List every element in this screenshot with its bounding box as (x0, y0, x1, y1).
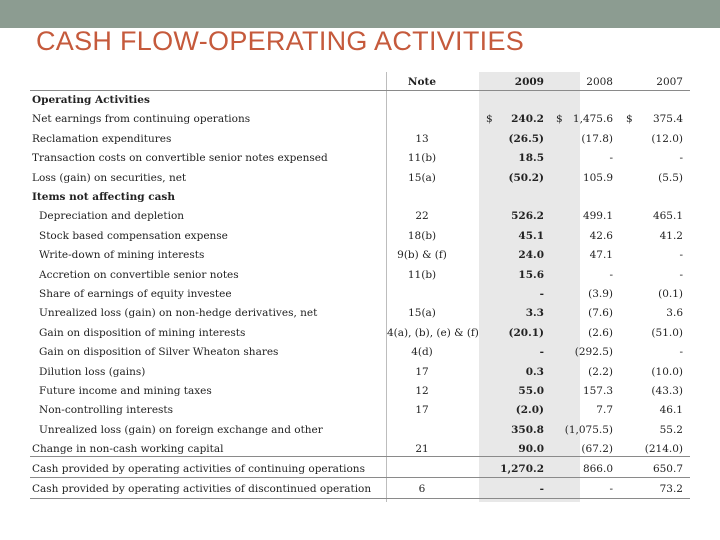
value-2007: (0.1) (658, 288, 683, 300)
value-2008: 42.6 (589, 229, 613, 242)
dollar-sign-2007: $ (626, 113, 633, 126)
value-2008: 157.3 (582, 385, 613, 397)
table-row (30, 228, 690, 247)
row-label: Net earnings from continuing operations (32, 113, 251, 126)
slide-top-bar (0, 0, 720, 28)
value-2008: 866.0 (582, 463, 613, 475)
cash-flow-table (30, 72, 690, 502)
value-2009: 0.3 (525, 365, 544, 378)
value-2008: 1,475.6 (572, 113, 613, 126)
row-label: Non-controlling interests (39, 404, 174, 417)
value-2007: (51.0) (651, 326, 683, 339)
value-2007: - (679, 249, 683, 262)
value-2009: 90.0 (518, 443, 544, 456)
value-2008: (2.2) (588, 365, 613, 378)
header-2008: 2008 (586, 76, 613, 88)
table-row (30, 131, 690, 150)
row-note: 6 (418, 483, 426, 495)
value-2009: 350.8 (511, 423, 544, 436)
value-2007: (43.3) (651, 385, 683, 397)
value-2007: (10.0) (651, 365, 683, 378)
table-row (30, 170, 690, 189)
table-row (30, 325, 690, 344)
value-2007: 650.7 (652, 463, 683, 475)
value-2009: - (539, 288, 544, 300)
table-row (30, 383, 690, 402)
row-note: 9(b) & (f) (397, 249, 447, 262)
row-note: 21 (415, 443, 429, 456)
slide-title: CASH FLOW-OPERATING ACTIVITIES (36, 26, 525, 56)
value-2009: 3.3 (525, 307, 544, 320)
row-label: Cash provided by operating activities of continuing operations (32, 463, 365, 475)
row-label: Reclamation expenditures (32, 132, 172, 145)
row-note: 4(a), (b), (e) & (f) (387, 326, 479, 339)
table-row (30, 208, 690, 227)
row-note: 22 (415, 210, 429, 223)
value-2007: - (679, 268, 683, 281)
dollar-sign-2008: $ (556, 113, 563, 126)
value-2008: - (609, 152, 613, 165)
value-2007: 375.4 (652, 113, 683, 126)
value-2008: (2.6) (588, 326, 613, 339)
table-row (30, 150, 690, 169)
value-2007: - (679, 152, 683, 165)
value-2007: 3.6 (666, 307, 683, 320)
header-2007: 2007 (656, 76, 683, 88)
value-2007: 73.2 (659, 483, 683, 495)
header-note: Note (407, 76, 437, 88)
row-label: Unrealized loss (gain) on foreign exchange and other (39, 423, 323, 436)
value-2009: 240.2 (511, 113, 544, 126)
value-2008: 499.1 (582, 210, 613, 223)
row-label: Accretion on convertible senior notes (39, 268, 239, 281)
value-2007: 55.2 (659, 423, 683, 436)
row-label: Transaction costs on convertible senior notes expensed (32, 152, 328, 165)
value-2009: (2.0) (515, 404, 544, 417)
row-note: 17 (415, 365, 429, 378)
value-2009: (26.5) (508, 132, 544, 145)
value-2009: 24.0 (518, 249, 544, 262)
header-rule (30, 90, 690, 91)
row-note: 15(a) (408, 171, 436, 184)
value-2009: 1,270.2 (500, 463, 544, 475)
value-2009: 18.5 (518, 152, 544, 165)
subtotal-rule (30, 456, 690, 457)
row-note: 4(d) (411, 346, 433, 359)
table-row (30, 247, 690, 266)
row-note: 11(b) (407, 152, 437, 165)
row-note: 15(a) (408, 307, 436, 320)
value-2009: 15.6 (518, 268, 544, 281)
value-2008: (17.8) (581, 132, 613, 145)
row-label: Write-down of mining interests (39, 249, 205, 262)
value-2009: - (539, 346, 544, 359)
value-2008: 7.7 (596, 404, 613, 417)
value-2008: 47.1 (589, 249, 613, 262)
table-row (30, 422, 690, 441)
row-label: Gain on disposition of mining interests (39, 326, 246, 339)
value-2009: - (539, 483, 544, 495)
value-2007: 46.1 (659, 404, 683, 417)
value-2008: (3.9) (588, 288, 613, 300)
row-label: Operating Activities (32, 94, 150, 106)
table-row (30, 286, 690, 305)
value-2008: (292.5) (574, 346, 613, 359)
row-label: Depreciation and depletion (39, 210, 185, 223)
value-2008: - (609, 268, 613, 281)
value-2009: 45.1 (518, 229, 544, 242)
value-2007: 465.1 (652, 210, 683, 223)
value-2008: (67.2) (581, 443, 613, 456)
row-note: 11(b) (407, 268, 437, 281)
value-2008: - (609, 483, 613, 495)
value-2009: 526.2 (511, 210, 544, 223)
table-row (30, 92, 690, 111)
row-note: 13 (415, 132, 429, 145)
dollar-sign-2009: $ (486, 113, 493, 126)
row-label: Unrealized loss (gain) on non-hedge derivatives, net (39, 307, 318, 320)
table-row (30, 267, 690, 286)
row-label: Dilution loss (gains) (39, 365, 146, 378)
value-2008: (7.6) (588, 307, 613, 320)
table-row (30, 364, 690, 383)
value-2009: (20.1) (508, 326, 544, 339)
row-note: 18(b) (407, 229, 437, 242)
row-label: Gain on disposition of Silver Wheaton shares (39, 346, 279, 359)
table-row (30, 111, 690, 130)
row-label: Stock based compensation expense (39, 229, 228, 242)
value-2009: 55.0 (518, 385, 544, 397)
row-note: 12 (415, 385, 429, 397)
table-row (30, 305, 690, 324)
row-label: Items not affecting cash (32, 191, 175, 203)
table-row (30, 441, 690, 460)
value-2007: (12.0) (651, 132, 683, 145)
value-2008: 105.9 (582, 171, 613, 184)
row-label: Share of earnings of equity investee (39, 288, 232, 300)
value-2007: (5.5) (658, 171, 683, 184)
row-label: Cash provided by operating activities of discontinued operation (32, 483, 372, 495)
table-bottom-rule (30, 498, 690, 499)
row-label: Future income and mining taxes (39, 385, 212, 397)
value-2009: (50.2) (508, 171, 544, 184)
table-row (30, 402, 690, 421)
value-2008: (1,075.5) (564, 423, 613, 436)
header-2009: 2009 (514, 76, 544, 88)
row-label: Loss (gain) on securities, net (32, 171, 187, 184)
row-note: 17 (415, 404, 429, 417)
value-2007: 41.2 (659, 229, 683, 242)
row-label: Change in non-cash working capital (32, 443, 224, 456)
continuing-ops-rule (30, 477, 690, 478)
table-row (30, 344, 690, 363)
table-row (30, 189, 690, 208)
value-2007: - (679, 346, 683, 359)
value-2007: (214.0) (644, 443, 683, 456)
